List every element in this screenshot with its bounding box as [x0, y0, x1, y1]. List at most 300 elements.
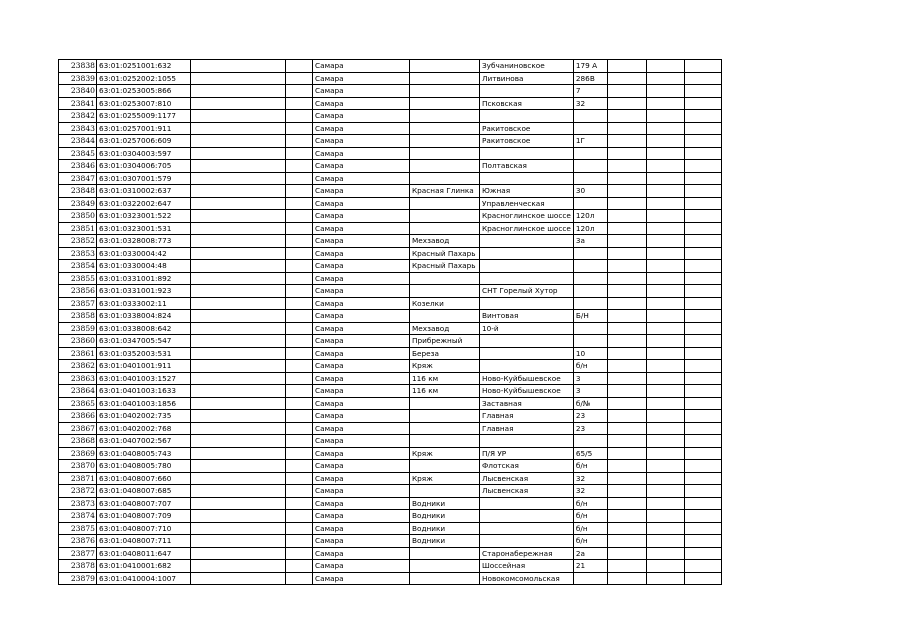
- house-number-cell[interactable]: 65/5: [573, 447, 607, 460]
- street-cell[interactable]: Новокомсомольская: [480, 572, 574, 585]
- street-cell[interactable]: [480, 110, 574, 123]
- street-cell[interactable]: Литвинова: [480, 72, 574, 85]
- locality-cell[interactable]: [410, 85, 480, 98]
- row-number-cell[interactable]: 23847: [59, 172, 97, 185]
- empty-cell[interactable]: [191, 335, 286, 348]
- empty-cell[interactable]: [191, 247, 286, 260]
- empty-cell[interactable]: [607, 147, 646, 160]
- house-number-cell[interactable]: 286В: [573, 72, 607, 85]
- empty-cell[interactable]: [286, 522, 313, 535]
- empty-cell[interactable]: [684, 472, 721, 485]
- empty-cell[interactable]: [684, 310, 721, 323]
- row-number-cell[interactable]: 23868: [59, 435, 97, 448]
- street-cell[interactable]: Винтовая: [480, 310, 574, 323]
- empty-cell[interactable]: [607, 210, 646, 223]
- empty-cell[interactable]: [607, 410, 646, 423]
- empty-cell[interactable]: [646, 485, 684, 498]
- empty-cell[interactable]: [646, 285, 684, 298]
- cadastral-number-cell[interactable]: 63:01:0323001:531: [97, 222, 191, 235]
- house-number-cell[interactable]: 120л: [573, 222, 607, 235]
- empty-cell[interactable]: [684, 185, 721, 198]
- empty-cell[interactable]: [646, 85, 684, 98]
- row-number-cell[interactable]: 23845: [59, 147, 97, 160]
- empty-cell[interactable]: [607, 335, 646, 348]
- empty-cell[interactable]: [607, 435, 646, 448]
- empty-cell[interactable]: [191, 72, 286, 85]
- city-cell[interactable]: Самара: [313, 60, 410, 73]
- empty-cell[interactable]: [646, 97, 684, 110]
- city-cell[interactable]: Самара: [313, 422, 410, 435]
- street-cell[interactable]: Лысвенская: [480, 485, 574, 498]
- row-number-cell[interactable]: 23869: [59, 447, 97, 460]
- street-cell[interactable]: Главная: [480, 410, 574, 423]
- empty-cell[interactable]: [191, 235, 286, 248]
- cadastral-number-cell[interactable]: 63:01:0408007:707: [97, 497, 191, 510]
- street-cell[interactable]: [480, 535, 574, 548]
- city-cell[interactable]: Самара: [313, 172, 410, 185]
- street-cell[interactable]: [480, 360, 574, 373]
- locality-cell[interactable]: [410, 485, 480, 498]
- empty-cell[interactable]: [286, 110, 313, 123]
- empty-cell[interactable]: [607, 247, 646, 260]
- empty-cell[interactable]: [286, 510, 313, 523]
- empty-cell[interactable]: [286, 372, 313, 385]
- empty-cell[interactable]: [286, 172, 313, 185]
- locality-cell[interactable]: [410, 210, 480, 223]
- house-number-cell[interactable]: б/н: [573, 460, 607, 473]
- empty-cell[interactable]: [607, 422, 646, 435]
- empty-cell[interactable]: [607, 197, 646, 210]
- locality-cell[interactable]: Водники: [410, 510, 480, 523]
- row-number-cell[interactable]: 23875: [59, 522, 97, 535]
- empty-cell[interactable]: [684, 85, 721, 98]
- empty-cell[interactable]: [286, 397, 313, 410]
- empty-cell[interactable]: [684, 347, 721, 360]
- cadastral-number-cell[interactable]: 63:01:0408007:685: [97, 485, 191, 498]
- row-number-cell[interactable]: 23874: [59, 510, 97, 523]
- empty-cell[interactable]: [607, 372, 646, 385]
- empty-cell[interactable]: [191, 122, 286, 135]
- empty-cell[interactable]: [286, 347, 313, 360]
- house-number-cell[interactable]: б/н: [573, 535, 607, 548]
- empty-cell[interactable]: [684, 147, 721, 160]
- empty-cell[interactable]: [607, 385, 646, 398]
- empty-cell[interactable]: [684, 60, 721, 73]
- street-cell[interactable]: Зубчаниновское: [480, 60, 574, 73]
- empty-cell[interactable]: [286, 460, 313, 473]
- empty-cell[interactable]: [191, 297, 286, 310]
- empty-cell[interactable]: [646, 547, 684, 560]
- city-cell[interactable]: Самара: [313, 110, 410, 123]
- empty-cell[interactable]: [286, 335, 313, 348]
- empty-cell[interactable]: [646, 297, 684, 310]
- empty-cell[interactable]: [684, 335, 721, 348]
- city-cell[interactable]: Самара: [313, 485, 410, 498]
- empty-cell[interactable]: [646, 310, 684, 323]
- empty-cell[interactable]: [646, 247, 684, 260]
- house-number-cell[interactable]: [573, 247, 607, 260]
- empty-cell[interactable]: [286, 485, 313, 498]
- cadastral-number-cell[interactable]: 63:01:0402002:768: [97, 422, 191, 435]
- locality-cell[interactable]: [410, 72, 480, 85]
- empty-cell[interactable]: [607, 485, 646, 498]
- house-number-cell[interactable]: 23: [573, 422, 607, 435]
- empty-cell[interactable]: [607, 572, 646, 585]
- cadastral-number-cell[interactable]: 63:01:0257001:911: [97, 122, 191, 135]
- empty-cell[interactable]: [286, 285, 313, 298]
- cadastral-number-cell[interactable]: 63:01:0323001:522: [97, 210, 191, 223]
- row-number-cell[interactable]: 23852: [59, 235, 97, 248]
- empty-cell[interactable]: [646, 385, 684, 398]
- empty-cell[interactable]: [684, 435, 721, 448]
- empty-cell[interactable]: [607, 97, 646, 110]
- empty-cell[interactable]: [286, 235, 313, 248]
- empty-cell[interactable]: [607, 135, 646, 148]
- city-cell[interactable]: Самара: [313, 160, 410, 173]
- city-cell[interactable]: Самара: [313, 497, 410, 510]
- street-cell[interactable]: [480, 297, 574, 310]
- empty-cell[interactable]: [607, 560, 646, 573]
- row-number-cell[interactable]: 23843: [59, 122, 97, 135]
- empty-cell[interactable]: [684, 447, 721, 460]
- empty-cell[interactable]: [646, 460, 684, 473]
- locality-cell[interactable]: Кряж: [410, 447, 480, 460]
- empty-cell[interactable]: [684, 222, 721, 235]
- empty-cell[interactable]: [684, 410, 721, 423]
- empty-cell[interactable]: [191, 372, 286, 385]
- row-number-cell[interactable]: 23872: [59, 485, 97, 498]
- empty-cell[interactable]: [191, 135, 286, 148]
- locality-cell[interactable]: [410, 172, 480, 185]
- city-cell[interactable]: Самара: [313, 210, 410, 223]
- street-cell[interactable]: Главная: [480, 422, 574, 435]
- empty-cell[interactable]: [684, 260, 721, 273]
- street-cell[interactable]: Управленческая: [480, 197, 574, 210]
- street-cell[interactable]: Южная: [480, 185, 574, 198]
- row-number-cell[interactable]: 23850: [59, 210, 97, 223]
- cadastral-number-cell[interactable]: 63:01:0310002:637: [97, 185, 191, 198]
- house-number-cell[interactable]: [573, 435, 607, 448]
- locality-cell[interactable]: [410, 147, 480, 160]
- empty-cell[interactable]: [646, 347, 684, 360]
- house-number-cell[interactable]: 3: [573, 385, 607, 398]
- street-cell[interactable]: [480, 497, 574, 510]
- cadastral-number-cell[interactable]: 63:01:0401001:911: [97, 360, 191, 373]
- house-number-cell[interactable]: 1Г: [573, 135, 607, 148]
- city-cell[interactable]: Самара: [313, 147, 410, 160]
- empty-cell[interactable]: [607, 222, 646, 235]
- house-number-cell[interactable]: Б/Н: [573, 310, 607, 323]
- empty-cell[interactable]: [607, 547, 646, 560]
- locality-cell[interactable]: Мехзавод: [410, 322, 480, 335]
- empty-cell[interactable]: [684, 172, 721, 185]
- house-number-cell[interactable]: [573, 160, 607, 173]
- locality-cell[interactable]: [410, 272, 480, 285]
- empty-cell[interactable]: [191, 535, 286, 548]
- row-number-cell[interactable]: 23846: [59, 160, 97, 173]
- cadastral-number-cell[interactable]: 63:01:0407002:567: [97, 435, 191, 448]
- locality-cell[interactable]: [410, 410, 480, 423]
- city-cell[interactable]: Самара: [313, 335, 410, 348]
- house-number-cell[interactable]: 21: [573, 560, 607, 573]
- locality-cell[interactable]: [410, 135, 480, 148]
- city-cell[interactable]: Самара: [313, 510, 410, 523]
- empty-cell[interactable]: [286, 322, 313, 335]
- cadastral-number-cell[interactable]: 63:01:0322002:647: [97, 197, 191, 210]
- cadastral-number-cell[interactable]: 63:01:0408007:711: [97, 535, 191, 548]
- empty-cell[interactable]: [607, 322, 646, 335]
- row-number-cell[interactable]: 23877: [59, 547, 97, 560]
- row-number-cell[interactable]: 23842: [59, 110, 97, 123]
- empty-cell[interactable]: [646, 110, 684, 123]
- empty-cell[interactable]: [646, 185, 684, 198]
- locality-cell[interactable]: Береза: [410, 347, 480, 360]
- street-cell[interactable]: Ново-Куйбышевское: [480, 385, 574, 398]
- row-number-cell[interactable]: 23866: [59, 410, 97, 423]
- empty-cell[interactable]: [646, 322, 684, 335]
- cadastral-number-cell[interactable]: 63:01:0401003:1856: [97, 397, 191, 410]
- empty-cell[interactable]: [191, 422, 286, 435]
- street-cell[interactable]: [480, 235, 574, 248]
- house-number-cell[interactable]: 3а: [573, 235, 607, 248]
- empty-cell[interactable]: [646, 60, 684, 73]
- empty-cell[interactable]: [646, 335, 684, 348]
- locality-cell[interactable]: [410, 97, 480, 110]
- street-cell[interactable]: [480, 272, 574, 285]
- cadastral-number-cell[interactable]: 63:01:0410001:682: [97, 560, 191, 573]
- locality-cell[interactable]: [410, 435, 480, 448]
- empty-cell[interactable]: [646, 135, 684, 148]
- empty-cell[interactable]: [286, 147, 313, 160]
- cadastral-number-cell[interactable]: 63:01:0401003:1527: [97, 372, 191, 385]
- city-cell[interactable]: Самара: [313, 122, 410, 135]
- locality-cell[interactable]: [410, 397, 480, 410]
- cadastral-number-cell[interactable]: 63:01:0347005:547: [97, 335, 191, 348]
- street-cell[interactable]: Полтавская: [480, 160, 574, 173]
- locality-cell[interactable]: [410, 572, 480, 585]
- cadastral-number-cell[interactable]: 63:01:0304003:597: [97, 147, 191, 160]
- row-number-cell[interactable]: 23876: [59, 535, 97, 548]
- empty-cell[interactable]: [646, 122, 684, 135]
- cadastral-number-cell[interactable]: 63:01:0410004:1007: [97, 572, 191, 585]
- empty-cell[interactable]: [191, 147, 286, 160]
- city-cell[interactable]: Самара: [313, 347, 410, 360]
- locality-cell[interactable]: Козелки: [410, 297, 480, 310]
- empty-cell[interactable]: [607, 535, 646, 548]
- locality-cell[interactable]: [410, 285, 480, 298]
- empty-cell[interactable]: [684, 522, 721, 535]
- empty-cell[interactable]: [684, 285, 721, 298]
- empty-cell[interactable]: [191, 197, 286, 210]
- cadastral-number-cell[interactable]: 63:01:0408007:709: [97, 510, 191, 523]
- row-number-cell[interactable]: 23858: [59, 310, 97, 323]
- locality-cell[interactable]: Красный Пахарь: [410, 247, 480, 260]
- city-cell[interactable]: Самара: [313, 460, 410, 473]
- locality-cell[interactable]: [410, 560, 480, 573]
- locality-cell[interactable]: [410, 110, 480, 123]
- city-cell[interactable]: Самара: [313, 297, 410, 310]
- house-number-cell[interactable]: 3: [573, 372, 607, 385]
- row-number-cell[interactable]: 23849: [59, 197, 97, 210]
- empty-cell[interactable]: [286, 247, 313, 260]
- cadastral-number-cell[interactable]: 63:01:0330004:48: [97, 260, 191, 273]
- city-cell[interactable]: Самара: [313, 535, 410, 548]
- city-cell[interactable]: Самара: [313, 310, 410, 323]
- cadastral-number-cell[interactable]: 63:01:0328008:773: [97, 235, 191, 248]
- empty-cell[interactable]: [286, 160, 313, 173]
- empty-cell[interactable]: [684, 122, 721, 135]
- empty-cell[interactable]: [684, 72, 721, 85]
- empty-cell[interactable]: [286, 547, 313, 560]
- locality-cell[interactable]: [410, 310, 480, 323]
- empty-cell[interactable]: [607, 185, 646, 198]
- cadastral-number-cell[interactable]: 63:01:0402002:735: [97, 410, 191, 423]
- row-number-cell[interactable]: 23863: [59, 372, 97, 385]
- empty-cell[interactable]: [191, 160, 286, 173]
- empty-cell[interactable]: [286, 447, 313, 460]
- cadastral-number-cell[interactable]: 63:01:0253005:866: [97, 85, 191, 98]
- house-number-cell[interactable]: 2а: [573, 547, 607, 560]
- city-cell[interactable]: Самара: [313, 360, 410, 373]
- empty-cell[interactable]: [684, 322, 721, 335]
- cadastral-number-cell[interactable]: 63:01:0257006:609: [97, 135, 191, 148]
- empty-cell[interactable]: [607, 497, 646, 510]
- empty-cell[interactable]: [684, 547, 721, 560]
- row-number-cell[interactable]: 23840: [59, 85, 97, 98]
- house-number-cell[interactable]: 32: [573, 97, 607, 110]
- empty-cell[interactable]: [684, 247, 721, 260]
- empty-cell[interactable]: [684, 160, 721, 173]
- cadastral-number-cell[interactable]: 63:01:0331001:923: [97, 285, 191, 298]
- empty-cell[interactable]: [191, 85, 286, 98]
- empty-cell[interactable]: [191, 472, 286, 485]
- cadastral-number-cell[interactable]: 63:01:0338004:824: [97, 310, 191, 323]
- row-number-cell[interactable]: 23879: [59, 572, 97, 585]
- locality-cell[interactable]: Красная Глинка: [410, 185, 480, 198]
- row-number-cell[interactable]: 23854: [59, 260, 97, 273]
- empty-cell[interactable]: [646, 410, 684, 423]
- street-cell[interactable]: [480, 435, 574, 448]
- empty-cell[interactable]: [684, 360, 721, 373]
- city-cell[interactable]: Самара: [313, 285, 410, 298]
- street-cell[interactable]: Красноглинское шоссе: [480, 222, 574, 235]
- empty-cell[interactable]: [286, 435, 313, 448]
- city-cell[interactable]: Самара: [313, 410, 410, 423]
- locality-cell[interactable]: [410, 422, 480, 435]
- row-number-cell[interactable]: 23871: [59, 472, 97, 485]
- city-cell[interactable]: Самара: [313, 322, 410, 335]
- row-number-cell[interactable]: 23867: [59, 422, 97, 435]
- empty-cell[interactable]: [191, 285, 286, 298]
- empty-cell[interactable]: [607, 447, 646, 460]
- row-number-cell[interactable]: 23859: [59, 322, 97, 335]
- city-cell[interactable]: Самара: [313, 135, 410, 148]
- empty-cell[interactable]: [684, 372, 721, 385]
- empty-cell[interactable]: [684, 485, 721, 498]
- locality-cell[interactable]: 116 км: [410, 385, 480, 398]
- row-number-cell[interactable]: 23860: [59, 335, 97, 348]
- row-number-cell[interactable]: 23851: [59, 222, 97, 235]
- empty-cell[interactable]: [684, 297, 721, 310]
- empty-cell[interactable]: [191, 447, 286, 460]
- empty-cell[interactable]: [191, 435, 286, 448]
- cadastral-number-cell[interactable]: 63:01:0352003:531: [97, 347, 191, 360]
- street-cell[interactable]: [480, 335, 574, 348]
- row-number-cell[interactable]: 23853: [59, 247, 97, 260]
- empty-cell[interactable]: [646, 147, 684, 160]
- empty-cell[interactable]: [191, 410, 286, 423]
- city-cell[interactable]: Самара: [313, 572, 410, 585]
- house-number-cell[interactable]: [573, 260, 607, 273]
- city-cell[interactable]: Самара: [313, 547, 410, 560]
- house-number-cell[interactable]: [573, 285, 607, 298]
- locality-cell[interactable]: [410, 122, 480, 135]
- empty-cell[interactable]: [684, 135, 721, 148]
- house-number-cell[interactable]: [573, 272, 607, 285]
- city-cell[interactable]: Самара: [313, 447, 410, 460]
- row-number-cell[interactable]: 23856: [59, 285, 97, 298]
- empty-cell[interactable]: [684, 560, 721, 573]
- house-number-cell[interactable]: [573, 172, 607, 185]
- empty-cell[interactable]: [607, 85, 646, 98]
- city-cell[interactable]: Самара: [313, 185, 410, 198]
- empty-cell[interactable]: [607, 310, 646, 323]
- city-cell[interactable]: Самара: [313, 522, 410, 535]
- house-number-cell[interactable]: б/н: [573, 360, 607, 373]
- cadastral-number-cell[interactable]: 63:01:0251001:632: [97, 60, 191, 73]
- locality-cell[interactable]: Водники: [410, 535, 480, 548]
- empty-cell[interactable]: [191, 310, 286, 323]
- empty-cell[interactable]: [191, 272, 286, 285]
- street-cell[interactable]: Псковская: [480, 97, 574, 110]
- empty-cell[interactable]: [286, 97, 313, 110]
- cadastral-number-cell[interactable]: 63:01:0408007:710: [97, 522, 191, 535]
- empty-cell[interactable]: [191, 97, 286, 110]
- house-number-cell[interactable]: б/н: [573, 510, 607, 523]
- empty-cell[interactable]: [191, 572, 286, 585]
- empty-cell[interactable]: [191, 360, 286, 373]
- empty-cell[interactable]: [286, 210, 313, 223]
- house-number-cell[interactable]: б/н: [573, 497, 607, 510]
- cadastral-number-cell[interactable]: 63:01:0330004:42: [97, 247, 191, 260]
- empty-cell[interactable]: [646, 510, 684, 523]
- empty-cell[interactable]: [646, 197, 684, 210]
- row-number-cell[interactable]: 23841: [59, 97, 97, 110]
- locality-cell[interactable]: [410, 547, 480, 560]
- empty-cell[interactable]: [607, 510, 646, 523]
- empty-cell[interactable]: [607, 172, 646, 185]
- empty-cell[interactable]: [646, 360, 684, 373]
- empty-cell[interactable]: [684, 572, 721, 585]
- house-number-cell[interactable]: 23: [573, 410, 607, 423]
- empty-cell[interactable]: [607, 297, 646, 310]
- city-cell[interactable]: Самара: [313, 260, 410, 273]
- row-number-cell[interactable]: 23838: [59, 60, 97, 73]
- street-cell[interactable]: [480, 172, 574, 185]
- empty-cell[interactable]: [286, 535, 313, 548]
- row-number-cell[interactable]: 23870: [59, 460, 97, 473]
- empty-cell[interactable]: [607, 472, 646, 485]
- locality-cell[interactable]: Кряж: [410, 472, 480, 485]
- empty-cell[interactable]: [607, 360, 646, 373]
- locality-cell[interactable]: Мехзавод: [410, 235, 480, 248]
- empty-cell[interactable]: [191, 497, 286, 510]
- empty-cell[interactable]: [191, 172, 286, 185]
- house-number-cell[interactable]: [573, 147, 607, 160]
- empty-cell[interactable]: [191, 60, 286, 73]
- empty-cell[interactable]: [286, 222, 313, 235]
- empty-cell[interactable]: [286, 185, 313, 198]
